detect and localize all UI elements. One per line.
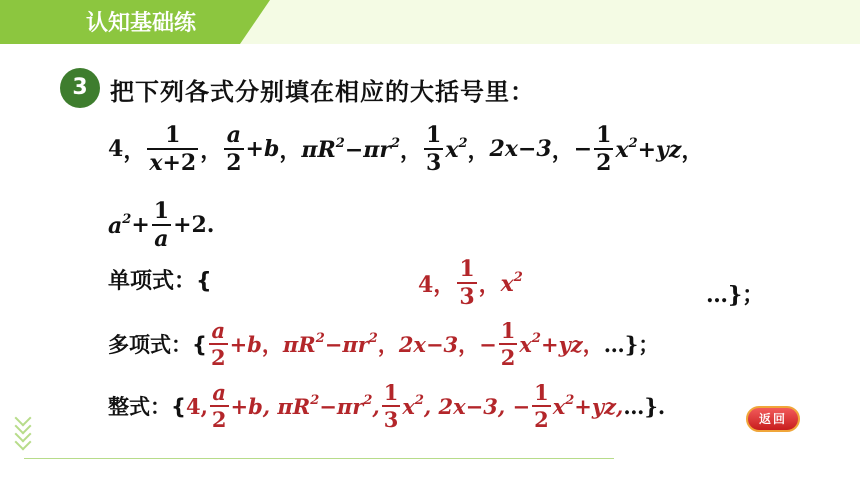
- expr-2x-minus-3: 2x−3: [489, 136, 552, 162]
- separator: ，: [681, 138, 704, 164]
- expression-line-1: [108, 124, 703, 174]
- separator: ，: [551, 138, 574, 164]
- fraction-1-over-a: $\frac{1}{a}$: [153, 198, 170, 252]
- integral-label: 整式：{: [108, 395, 186, 419]
- expr-plus-b: +b: [245, 136, 280, 162]
- polynomial-row: [108, 320, 659, 368]
- polynomial-answer: $\frac{a}{2}$ +b ， $\pi R^2-\pi r^2$ ， 2x−3 ， − $\frac{1}{2}$ $x^2+yz$ ，: [210, 318, 604, 370]
- separator: ，: [400, 138, 423, 164]
- polynomial-close: …}；: [603, 332, 660, 357]
- expression-line-2: $a^2$ + $\frac{1}{a}$ +2.: [108, 198, 215, 252]
- separator: ，: [279, 138, 302, 164]
- back-button[interactable]: 返回: [746, 406, 800, 432]
- question-text: 把下列各式分别填在相应的大括号里：: [110, 78, 535, 106]
- integral-row: [108, 382, 665, 430]
- expr-x-squared: $x^2$: [445, 135, 468, 163]
- monomial-close: …}；: [706, 282, 765, 308]
- bottom-divider: [24, 458, 614, 459]
- expr-a-squared: $a^2$: [108, 211, 132, 239]
- monomial-answer: 4， $\frac{1}{3}$ ， $x^2$: [418, 256, 523, 310]
- polynomial-label: 多项式：{: [108, 333, 207, 357]
- minus-sign: −: [573, 136, 593, 162]
- question-number-badge: 3: [60, 68, 100, 108]
- expr-pi-r-squared: $\pi R^2-\pi r^2$: [301, 135, 400, 163]
- fraction-1-over-3: $\frac{1}{3}$: [426, 122, 442, 176]
- integral-answer: 4, $\frac{a}{2}$ +b, $\pi R^2-\pi r^2$, $\frac{1}{3}$ $x^2$, 2x−3, − $\frac{1}{2}$ $x^2+yz$,: [185, 380, 624, 432]
- separator: ，: [123, 138, 146, 164]
- separator: ，: [467, 138, 490, 164]
- expr-4: 4: [108, 136, 124, 162]
- fraction-1-over-3: $\frac{1}{3}$: [459, 256, 475, 310]
- fraction-1-over-2: $\frac{1}{2}$: [596, 122, 612, 176]
- section-title: 认知基础练: [86, 11, 197, 36]
- integral-close: …}.: [623, 393, 666, 419]
- monomial-label: 单项式：{: [108, 269, 212, 294]
- fraction-a-over-2: $\frac{a}{2}$: [226, 122, 242, 176]
- expr-x2-plus-yz: $x^2+yz$: [615, 135, 682, 163]
- fraction-1-over-x-plus-2: $\frac{1}{x+2}$: [149, 122, 197, 176]
- separator: ，: [200, 138, 223, 164]
- expr-plus-2: +2.: [173, 212, 215, 238]
- monomial-row: [108, 264, 212, 295]
